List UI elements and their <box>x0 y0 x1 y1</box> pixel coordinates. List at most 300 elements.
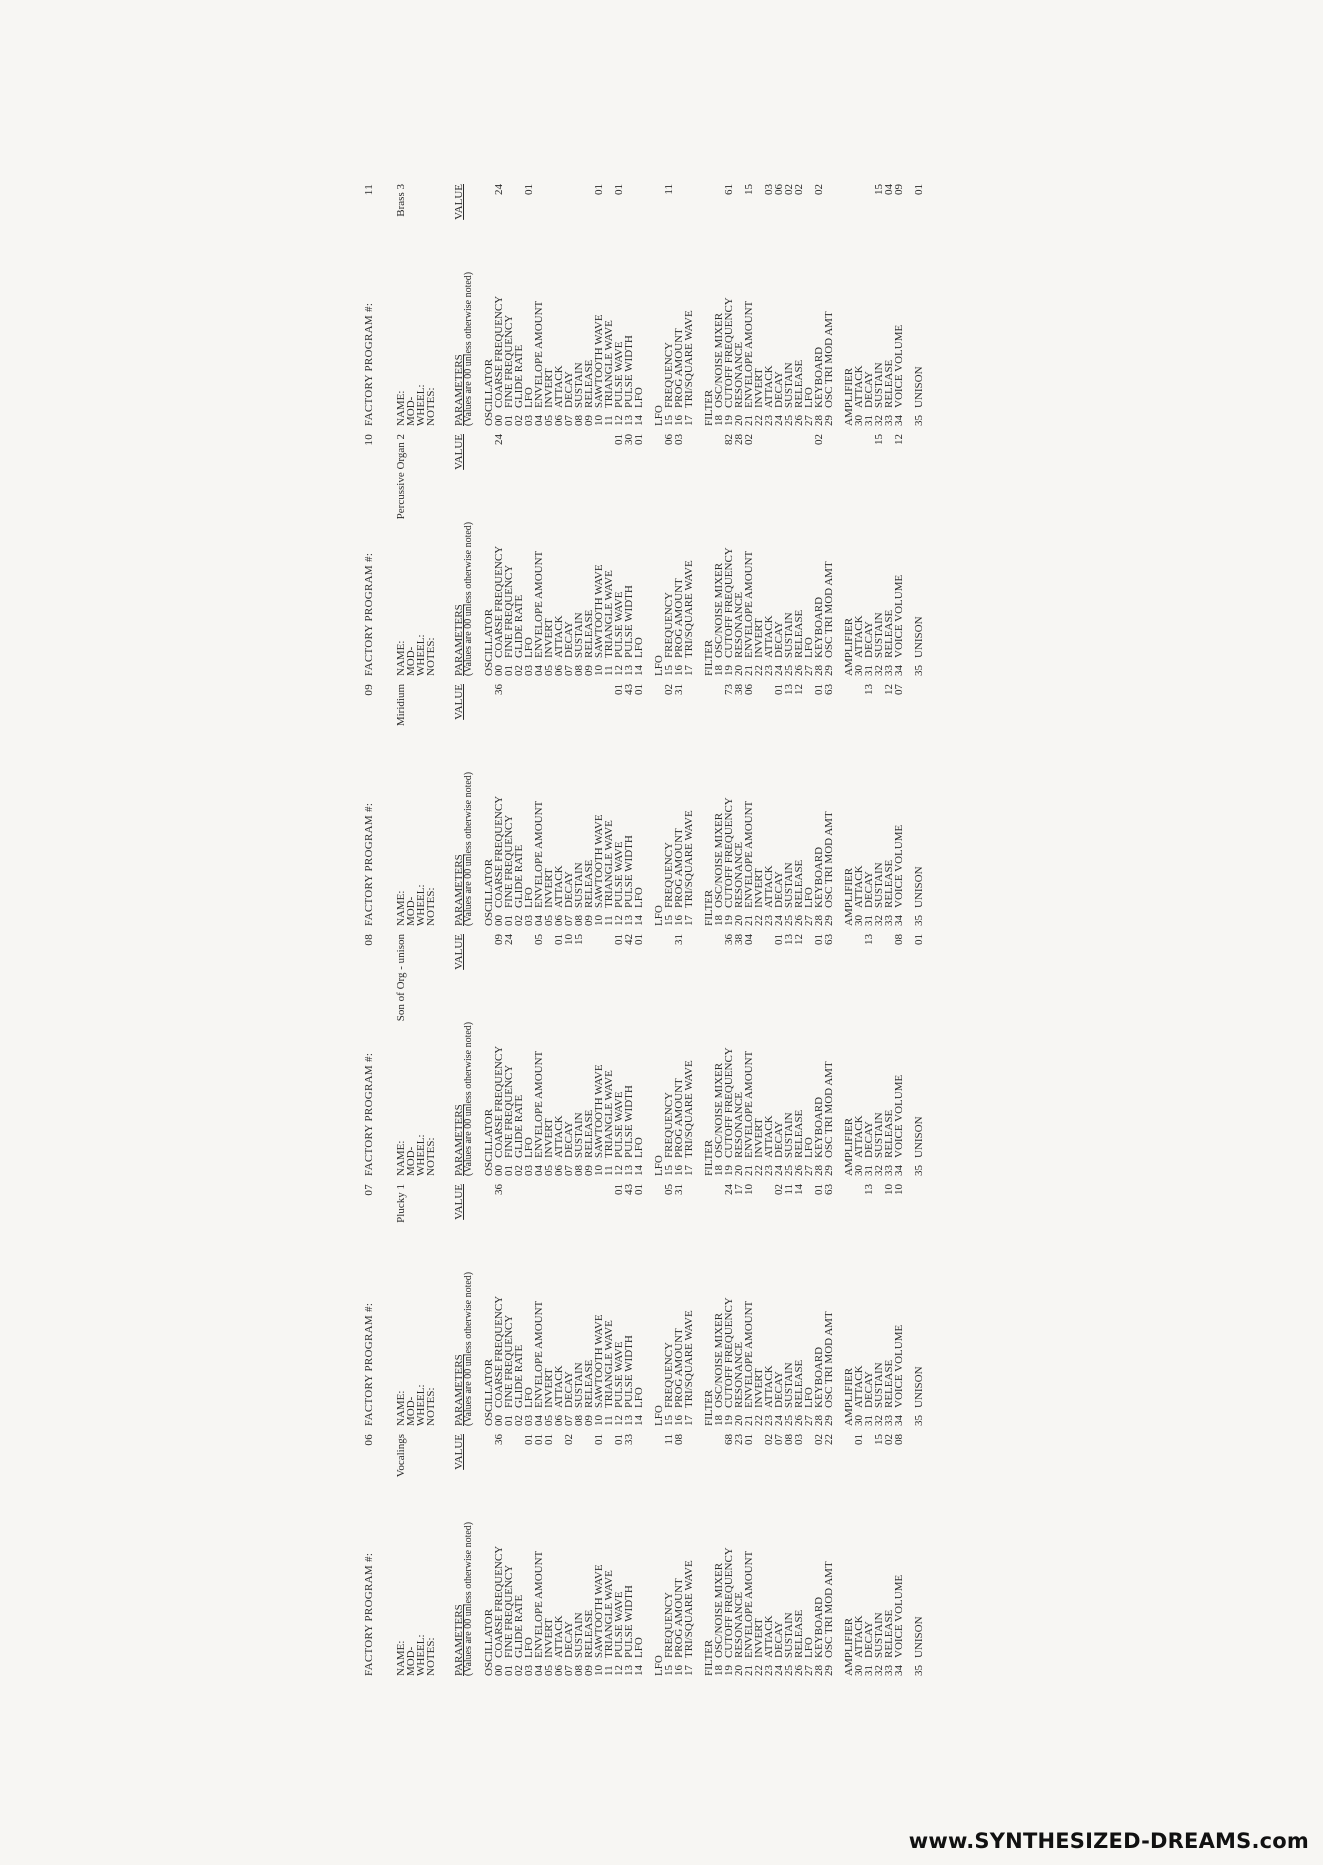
parameter-row <box>634 934 644 1176</box>
parameter-number: 29 <box>823 1665 835 1676</box>
parameter-number: 22 <box>753 415 765 426</box>
program-name: Miridium <box>395 684 407 727</box>
name-label: NAME: <box>395 640 407 676</box>
parameter-number: 30 <box>853 1415 865 1426</box>
parameter-number: 12 <box>613 665 625 676</box>
parameter-value <box>554 684 564 702</box>
program-label: FACTORY PROGRAM #: <box>363 302 375 426</box>
parameter-number: 18 <box>713 665 725 676</box>
parameter-name: ENVELOPE AMOUNT <box>743 800 755 908</box>
parameter-value: 24 <box>503 934 515 945</box>
parameter-name: SUSTAIN <box>573 1362 585 1408</box>
parameter-number: 24 <box>773 1415 785 1426</box>
parameter-row <box>894 184 904 426</box>
name-label: NAME: <box>395 1140 407 1176</box>
parameter-row <box>684 1184 694 1426</box>
section-title: AMPLIFIER <box>843 1117 855 1176</box>
parameter-name: KEYBOARD <box>813 1346 825 1408</box>
parameter-number: 35 <box>913 1165 925 1176</box>
parameter-value: 03 <box>763 184 775 195</box>
parameter-name: ENVELOPE AMOUNT <box>743 1300 755 1408</box>
parameter-row <box>914 934 924 1176</box>
parameter-number: 10 <box>593 1415 605 1426</box>
parameter-name: VOICE VOLUME <box>893 324 905 408</box>
parameters-header <box>454 934 474 1176</box>
parameter-value: 11 <box>663 1434 675 1445</box>
parameter-name: ATTACK <box>553 1365 565 1408</box>
parameter-name: SUSTAIN <box>573 612 585 658</box>
parameter-name: CUTOFF FREQUENCY <box>723 1047 735 1158</box>
parameter-number: 30 <box>853 1165 865 1176</box>
parameter-name: SUSTAIN <box>573 362 585 408</box>
parameter-number: 33 <box>883 1665 895 1676</box>
parameter-name: DECAY <box>563 1621 575 1658</box>
program-header <box>364 934 374 1176</box>
parameter-value: 01 <box>533 1434 545 1445</box>
section-title: OSCILLATOR <box>483 1608 495 1676</box>
section-title: OSCILLATOR <box>483 1358 495 1426</box>
parameter-number: 21 <box>743 665 755 676</box>
section-title: FILTER <box>703 639 715 676</box>
parameter-section <box>704 934 834 1176</box>
parameter-name: VOICE VOLUME <box>893 824 905 908</box>
notes-label: NOTES: <box>425 1637 437 1676</box>
parameter-number: 30 <box>853 1665 865 1676</box>
parameter-number: 08 <box>573 665 585 676</box>
parameter-name: FINE FREQUENCY <box>503 564 515 658</box>
parameter-name: VOICE VOLUME <box>893 1074 905 1158</box>
values-note: (Values are 00 unless otherwise noted) <box>463 521 474 676</box>
parameter-number: 27 <box>803 1165 815 1176</box>
parameter-value <box>594 434 604 452</box>
values-note: (Values are 00 unless otherwise noted) <box>463 771 474 926</box>
program-header <box>364 1184 374 1426</box>
parameter-name: OSC/NOISE MIXER <box>713 1312 725 1408</box>
factory-program-sheet <box>360 930 1120 1180</box>
factory-program-sheet <box>360 1180 1120 1430</box>
program-label: FACTORY PROGRAM #: <box>363 802 375 926</box>
parameter-value: 38 <box>733 684 745 695</box>
parameter-value: 08 <box>893 934 905 945</box>
parameter-number: 33 <box>883 1165 895 1176</box>
parameter-row <box>634 1184 644 1426</box>
parameter-number: 17 <box>683 1165 695 1176</box>
name-row <box>396 434 406 676</box>
parameter-name: OSC/NOISE MIXER <box>713 312 725 408</box>
section-title: LFO <box>653 1405 665 1426</box>
section-title: AMPLIFIER <box>843 867 855 926</box>
parameter-value <box>534 434 544 452</box>
parameter-row <box>914 1434 924 1676</box>
parameter-name: RELEASE <box>793 1609 805 1658</box>
notes-label: NOTES: <box>425 1387 437 1426</box>
parameter-number: 24 <box>773 1665 785 1676</box>
parameter-number: 14 <box>633 915 645 926</box>
parameter-name: OSC TRI MOD AMT <box>823 311 835 408</box>
parameter-value: 38 <box>733 934 745 945</box>
parameter-name: TRIANGLE WAVE <box>603 320 615 408</box>
parameter-section <box>704 434 834 676</box>
notes-row <box>426 1184 436 1426</box>
parameter-number: 20 <box>733 915 745 926</box>
parameter-name: RELEASE <box>583 1109 595 1158</box>
parameter-name: PROG AMOUNT <box>673 828 685 908</box>
parameter-value: 24 <box>723 1184 735 1195</box>
parameter-section <box>844 934 904 1176</box>
parameter-name: UNISON <box>913 1616 925 1658</box>
notes-row <box>426 934 436 1176</box>
parameter-number: 33 <box>883 1415 895 1426</box>
parameter-value <box>634 184 644 202</box>
parameter-name: TRIANGLE WAVE <box>603 1070 615 1158</box>
parameter-number: 20 <box>733 1415 745 1426</box>
parameter-value: 30 <box>623 434 635 445</box>
parameter-value: 08 <box>783 1434 795 1445</box>
parameter-name: SUSTAIN <box>783 612 795 658</box>
parameter-number: 19 <box>723 415 735 426</box>
parameter-name: SAWTOOTH WAVE <box>593 1564 605 1658</box>
section-title: LFO <box>653 655 665 676</box>
parameter-name: OSC TRI MOD AMT <box>823 811 835 908</box>
parameter-value: 12 <box>793 934 805 945</box>
parameter-value: 01 <box>613 184 625 195</box>
parameter-value <box>594 1184 604 1202</box>
parameter-name: RELEASE <box>883 609 895 658</box>
program-header <box>364 1434 374 1676</box>
parameter-row <box>894 1434 904 1676</box>
parameter-number: 05 <box>543 1415 555 1426</box>
program-label: FACTORY PROGRAM #: <box>363 1302 375 1426</box>
parameter-value <box>854 184 864 202</box>
parameter-row <box>824 184 834 426</box>
parameter-number: 25 <box>783 665 795 676</box>
parameter-value <box>754 684 764 702</box>
parameter-value <box>534 684 544 702</box>
value-label: VALUE <box>453 684 465 720</box>
parameter-number: 06 <box>553 915 565 926</box>
parameter-name: OSC/NOISE MIXER <box>713 562 725 658</box>
parameter-section <box>844 184 904 426</box>
parameter-number: 27 <box>803 415 815 426</box>
parameter-number: 22 <box>753 1165 765 1176</box>
parameter-row <box>914 434 924 676</box>
parameter-value: 68 <box>723 1434 735 1445</box>
parameter-value <box>624 184 634 202</box>
parameter-name: COARSE FREQUENCY <box>493 1045 505 1158</box>
parameter-number: 14 <box>633 1165 645 1176</box>
parameter-name: ENVELOPE AMOUNT <box>743 1550 755 1658</box>
parameter-row <box>914 184 924 426</box>
parameter-value: 03 <box>793 1434 805 1445</box>
parameter-name: ATTACK <box>553 365 565 408</box>
parameter-name: LFO <box>523 887 535 908</box>
parameter-name: RESONANCE <box>733 1091 745 1158</box>
modwheel-row <box>406 1434 426 1676</box>
parameter-name: OSC TRI MOD AMT <box>823 1561 835 1658</box>
parameter-number: 21 <box>743 1415 755 1426</box>
parameter-name: RESONANCE <box>733 1591 745 1658</box>
parameter-name: ATTACK <box>553 1615 565 1658</box>
parameter-row <box>684 1434 694 1676</box>
parameter-number: 10 <box>593 915 605 926</box>
parameter-number: 32 <box>873 1665 885 1676</box>
parameter-row <box>914 1184 924 1426</box>
parameter-name: ATTACK <box>853 1615 865 1658</box>
factory-program-sheet <box>360 680 1120 930</box>
parameter-number: 15 <box>663 1665 675 1676</box>
parameter-name: KEYBOARD <box>813 346 825 408</box>
parameter-number: 03 <box>523 1165 535 1176</box>
parameter-name: DECAY <box>863 1371 875 1408</box>
parameter-number: 23 <box>763 915 775 926</box>
value-label: VALUE <box>453 434 465 470</box>
parameter-value <box>874 934 884 952</box>
parameter-number: 28 <box>813 1415 825 1426</box>
parameter-number: 08 <box>573 915 585 926</box>
parameter-number: 00 <box>493 1415 505 1426</box>
parameter-name: GLIDE RATE <box>513 344 525 408</box>
parameter-number: 02 <box>513 915 525 926</box>
parameter-name: ATTACK <box>853 1115 865 1158</box>
parameter-value: 02 <box>563 1434 575 1445</box>
parameter-value <box>684 434 694 452</box>
parameter-number: 19 <box>723 1415 735 1426</box>
parameter-value <box>824 184 834 202</box>
parameter-name: SUSTAIN <box>873 1612 885 1658</box>
parameter-value: 11 <box>783 1184 795 1195</box>
parameter-name: DECAY <box>563 621 575 658</box>
parameter-row <box>824 684 834 926</box>
parameter-name: PULSE WAVE <box>613 1341 625 1408</box>
parameter-name: RESONANCE <box>733 841 745 908</box>
parameter-value: 10 <box>893 1184 905 1195</box>
parameter-name: INVERT <box>543 1368 555 1408</box>
parameter-value: 42 <box>623 934 635 945</box>
parameter-value: 10 <box>883 1184 895 1195</box>
parameter-value: 13 <box>863 934 875 945</box>
parameter-name: RELEASE <box>793 609 805 658</box>
parameter-name: ENVELOPE AMOUNT <box>743 1050 755 1158</box>
parameter-value: 02 <box>763 1434 775 1445</box>
parameter-value: 31 <box>673 934 685 945</box>
parameter-value <box>554 434 564 452</box>
parameter-value: 63 <box>823 684 835 695</box>
parameter-value <box>584 684 594 702</box>
parameter-value: 01 <box>633 434 645 445</box>
parameter-name: FINE FREQUENCY <box>503 314 515 408</box>
parameter-name: LFO <box>523 1637 535 1658</box>
parameter-number: 07 <box>563 1665 575 1676</box>
parameter-name: VOICE VOLUME <box>893 1324 905 1408</box>
parameter-number: 26 <box>793 1415 805 1426</box>
parameter-number: 11 <box>603 415 615 426</box>
parameter-name: INVERT <box>753 1118 765 1158</box>
rotated-page <box>360 180 1120 1680</box>
parameter-number: 29 <box>823 915 835 926</box>
program-number: 08 <box>363 934 375 946</box>
parameter-value <box>544 434 554 452</box>
parameter-section <box>654 1434 694 1676</box>
parameter-name: DECAY <box>563 1371 575 1408</box>
parameter-name: TRI/SQUARE WAVE <box>683 560 695 658</box>
parameter-name: SUSTAIN <box>783 1612 795 1658</box>
parameter-value <box>794 434 804 452</box>
parameter-value: 01 <box>913 184 925 195</box>
parameter-number: 25 <box>783 415 795 426</box>
parameter-row <box>684 934 694 1176</box>
parameter-name: ATTACK <box>763 615 775 658</box>
modwheel-label: MOD-WHEEL: <box>405 884 427 926</box>
notes-label: NOTES: <box>425 387 437 426</box>
parameter-name: GLIDE RATE <box>513 844 525 908</box>
name-row <box>396 684 406 926</box>
parameter-name: TRIANGLE WAVE <box>603 1570 615 1658</box>
section-title: AMPLIFIER <box>843 617 855 676</box>
parameter-number: 31 <box>863 415 875 426</box>
parameter-value: 07 <box>893 684 905 695</box>
parameter-name: PULSE WAVE <box>613 341 625 408</box>
name-row <box>396 1184 406 1426</box>
parameter-name: SUSTAIN <box>873 862 885 908</box>
parameter-name: ATTACK <box>763 865 775 908</box>
parameter-number: 31 <box>863 1165 875 1176</box>
parameter-value: 02 <box>663 684 675 695</box>
parameter-name: DECAY <box>773 1121 785 1158</box>
notes-row <box>426 1434 436 1676</box>
program-header <box>364 184 374 426</box>
parameter-name: FREQUENCY <box>663 341 675 408</box>
parameter-number: 04 <box>533 1665 545 1676</box>
parameter-name: COARSE FREQUENCY <box>493 545 505 658</box>
parameter-value <box>514 434 524 452</box>
parameter-name: TRIANGLE WAVE <box>603 1320 615 1408</box>
parameter-name: ENVELOPE AMOUNT <box>743 550 755 658</box>
parameter-value: 02 <box>813 184 825 195</box>
parameter-value: 15 <box>873 1434 885 1445</box>
parameter-section <box>484 934 644 1176</box>
parameter-row <box>684 184 694 426</box>
name-label: NAME: <box>395 890 407 926</box>
parameter-name: LFO <box>803 1137 815 1158</box>
parameter-number: 13 <box>623 915 635 926</box>
program-name: Percussive Organ 2 <box>395 434 407 520</box>
parameter-number: 05 <box>543 1165 555 1176</box>
parameter-section <box>914 684 924 926</box>
parameter-name: SUSTAIN <box>783 1362 795 1408</box>
parameter-section <box>914 934 924 1176</box>
parameter-value: 08 <box>673 1434 685 1445</box>
parameter-number: 19 <box>723 665 735 676</box>
parameter-number: 00 <box>493 915 505 926</box>
parameter-name: UNISON <box>913 1116 925 1158</box>
parameter-name: FINE FREQUENCY <box>503 814 515 908</box>
parameter-value <box>554 184 564 202</box>
parameter-value: 13 <box>863 684 875 695</box>
parameter-name: PULSE WIDTH <box>623 835 635 908</box>
parameter-value <box>514 934 524 952</box>
parameter-name: LFO <box>803 1387 815 1408</box>
parameter-value <box>914 684 924 702</box>
parameter-name: PULSE WIDTH <box>623 1585 635 1658</box>
parameter-number: 11 <box>603 1165 615 1176</box>
parameter-name: CUTOFF FREQUENCY <box>723 797 735 908</box>
parameter-row <box>894 684 904 926</box>
parameter-value <box>514 684 524 702</box>
parameter-number: 09 <box>583 1165 595 1176</box>
parameter-value: 01 <box>853 1434 865 1445</box>
parameter-number: 20 <box>733 1665 745 1676</box>
parameter-name: ATTACK <box>853 1365 865 1408</box>
parameter-name: OSC/NOISE MIXER <box>713 812 725 908</box>
parameter-number: 01 <box>503 665 515 676</box>
parameter-value: 02 <box>813 1434 825 1445</box>
parameter-name: CUTOFF FREQUENCY <box>723 547 735 658</box>
parameter-name: COARSE FREQUENCY <box>493 1295 505 1408</box>
parameter-number: 09 <box>583 1665 595 1676</box>
parameter-name: ATTACK <box>553 1115 565 1158</box>
parameter-number: 00 <box>493 1165 505 1176</box>
parameter-value <box>534 184 544 202</box>
parameter-value: 10 <box>563 934 575 945</box>
parameter-row <box>894 434 904 676</box>
parameter-row <box>684 434 694 676</box>
parameter-value: 03 <box>673 434 685 445</box>
parameter-value <box>684 934 694 952</box>
parameter-value: 24 <box>493 184 505 195</box>
parameter-number: 17 <box>683 1415 695 1426</box>
parameter-row <box>894 1184 904 1426</box>
program-header <box>364 434 374 676</box>
parameter-number: 31 <box>863 1415 875 1426</box>
parameter-name: ENVELOPE AMOUNT <box>743 300 755 408</box>
parameter-value: 13 <box>863 1184 875 1195</box>
parameter-name: PULSE WIDTH <box>623 1335 635 1408</box>
parameter-value <box>564 434 574 452</box>
parameter-number: 30 <box>853 415 865 426</box>
parameter-name: COARSE FREQUENCY <box>493 795 505 908</box>
parameter-name: TRI/SQUARE WAVE <box>683 1560 695 1658</box>
parameter-number: 29 <box>823 1165 835 1176</box>
parameter-row <box>824 1434 834 1676</box>
parameter-value: 01 <box>913 934 925 945</box>
parameter-value <box>854 434 864 452</box>
parameter-value: 23 <box>733 1434 745 1445</box>
parameter-section <box>654 684 694 926</box>
parameter-number: 16 <box>673 415 685 426</box>
parameter-name: SUSTAIN <box>783 362 795 408</box>
parameter-name: DECAY <box>863 621 875 658</box>
parameter-number: 01 <box>503 915 515 926</box>
parameter-value <box>684 1184 694 1202</box>
parameter-name: OSC TRI MOD AMT <box>823 1311 835 1408</box>
parameters-label: PARAMETERS <box>453 1104 465 1176</box>
parameter-number: 00 <box>493 415 505 426</box>
parameter-number: 16 <box>673 915 685 926</box>
parameter-row <box>824 1184 834 1426</box>
parameter-number: 19 <box>723 915 735 926</box>
parameter-name: PULSE WAVE <box>613 1591 625 1658</box>
program-number: 10 <box>363 434 375 446</box>
parameter-name: ENVELOPE AMOUNT <box>533 1050 545 1158</box>
parameter-section <box>914 1184 924 1426</box>
parameter-value: 22 <box>823 1434 835 1445</box>
parameter-section <box>654 934 694 1176</box>
parameter-number: 23 <box>763 665 775 676</box>
parameter-section <box>704 684 834 926</box>
parameter-section <box>844 434 904 676</box>
parameter-name: RELEASE <box>583 1609 595 1658</box>
parameter-number: 11 <box>603 1415 615 1426</box>
